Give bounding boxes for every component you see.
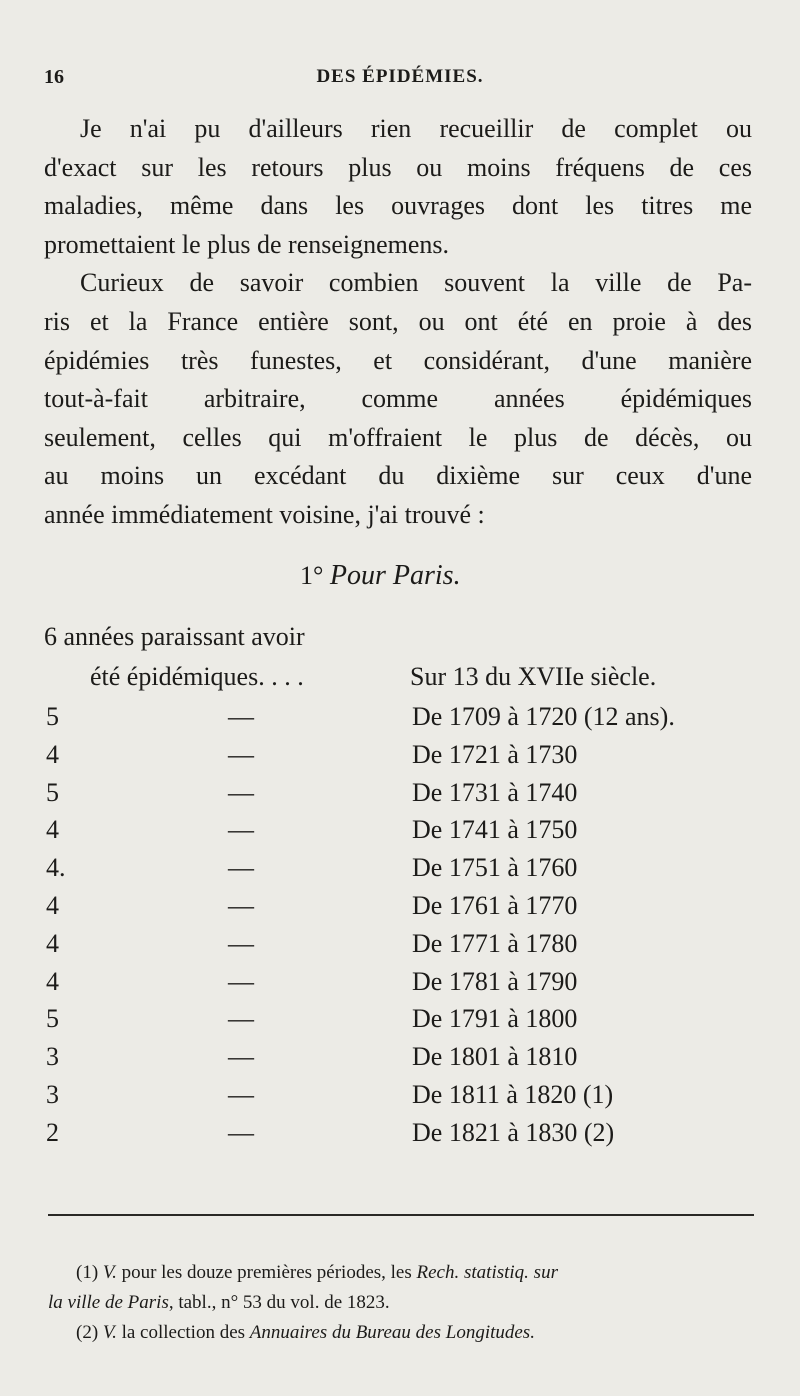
row-count: 4 <box>46 966 59 996</box>
paragraph-line: d'exact sur les retours plus ou moins fréquens de ces <box>44 152 752 182</box>
row-period: De 1731 à 1740 <box>412 777 578 807</box>
row-dash: — <box>228 966 254 996</box>
section-title: Pour Paris. <box>329 560 461 591</box>
paragraph-line: maladies, même dans les ouvrages dont les titres me <box>44 191 752 221</box>
row-count: 4 <box>46 739 59 769</box>
footnote-rule <box>48 1214 754 1216</box>
paragraph-line: épidémies très funestes, et considérant, d'une manière <box>44 345 752 375</box>
footnote-v: V. <box>102 1322 117 1343</box>
row-period: De 1791 à 1800 <box>412 1004 578 1034</box>
row-dash: — <box>228 891 254 920</box>
table-row <box>0 815 800 851</box>
table-row <box>0 1080 800 1116</box>
row-dash: — <box>228 739 254 769</box>
row-period: De 1709 à 1720 (12 ans). <box>412 702 675 731</box>
footnote-reference: Annuaires du Bureau des Longitudes. <box>249 1322 535 1343</box>
footnote-text: , tabl., n° 53 du vol. de 1823. <box>168 1292 390 1313</box>
page-number: 16 <box>44 66 64 88</box>
row-count: 5 <box>46 1004 59 1034</box>
footnotes <box>48 1258 758 1348</box>
row-dash: — <box>228 853 254 883</box>
row-period: De 1751 à 1760 <box>412 853 578 883</box>
table-row <box>0 853 800 889</box>
paragraph-line: seulement, celles qui m'offraient le plus de décès, ou <box>44 422 752 452</box>
table-row <box>0 702 800 738</box>
intro-line-1: 6 années paraissant avoir <box>44 622 305 651</box>
paragraph-line: année immédiatement voisine, j'ai trouvé : <box>44 499 485 529</box>
row-period: De 1811 à 1820 (1) <box>412 1080 614 1109</box>
row-period: De 1741 à 1750 <box>412 815 578 845</box>
row-dash: — <box>228 1117 254 1147</box>
paragraph-line: tout-à-fait arbitraire, comme années épidémiques <box>44 384 752 414</box>
page-header <box>40 66 760 96</box>
footnote-1 <box>48 1258 758 1288</box>
paragraph-2 <box>44 264 752 534</box>
table-row <box>0 967 800 1003</box>
row-count: 4 <box>46 928 59 958</box>
row-dash: — <box>228 928 254 958</box>
footnote-1-continued <box>48 1288 758 1318</box>
paragraph-line: Curieux de savoir combien souvent la ville de Pa- <box>80 268 752 298</box>
row-count: 3 <box>46 1080 59 1109</box>
running-head: DES ÉPIDÉMIES. <box>316 66 484 87</box>
footnote-mark: (1) <box>76 1262 99 1283</box>
paragraph-line: ris et la France entière sont, ou ont été en proie à des <box>44 306 752 336</box>
row-period: De 1761 à 1770 <box>412 891 578 920</box>
row-period: De 1771 à 1780 <box>412 928 578 958</box>
paragraph-line: Je n'ai pu d'ailleurs rien recueillir de complet ou <box>80 114 752 143</box>
row-period: De 1801 à 1810 <box>412 1042 578 1072</box>
table-row <box>0 891 800 927</box>
table-row <box>0 778 800 814</box>
footnote-text: pour les douze premières périodes, les <box>121 1262 412 1283</box>
section-number: 1° <box>300 561 324 590</box>
row-count: 4 <box>46 815 59 845</box>
row-period: De 1821 à 1830 (2) <box>412 1117 615 1147</box>
table-row <box>0 1004 800 1040</box>
row-count: 5 <box>46 702 59 731</box>
row-count: 5 <box>46 777 59 807</box>
body-text <box>44 110 752 535</box>
footnote-v: V. <box>102 1262 117 1283</box>
table-row <box>0 740 800 776</box>
intro-line-2: été épidémiques. . . . <box>90 662 304 691</box>
row-dash: — <box>228 1080 254 1109</box>
row-dash: — <box>228 815 254 845</box>
row-count: 3 <box>46 1042 59 1072</box>
intro-sur: Sur 13 du XVIIe siècle. <box>410 662 657 691</box>
row-period: De 1781 à 1790 <box>412 966 578 996</box>
footnote-reference: la ville de Paris <box>48 1292 169 1313</box>
table-row <box>0 1042 800 1078</box>
paragraph-1 <box>44 110 752 264</box>
paragraph-line: promettaient le plus de renseignemens. <box>44 229 450 259</box>
footnote-reference: Rech. statistiq. sur <box>416 1262 558 1283</box>
row-count: 4. <box>46 853 66 883</box>
row-dash: — <box>228 1004 254 1034</box>
row-dash: — <box>228 1042 254 1072</box>
row-dash: — <box>228 702 254 731</box>
footnote-text: la collection des <box>121 1322 246 1343</box>
section-heading <box>300 560 461 592</box>
table-row <box>0 1118 800 1154</box>
footnote-mark: (2) <box>76 1322 99 1343</box>
row-count: 4 <box>46 891 59 920</box>
table-row <box>0 929 800 965</box>
footnote-2 <box>48 1318 758 1348</box>
row-count: 2 <box>46 1117 59 1147</box>
paragraph-line: au moins un excédant du dixième sur ceux d'une <box>44 461 752 491</box>
row-period: De 1721 à 1730 <box>412 739 578 769</box>
row-dash: — <box>228 777 254 807</box>
